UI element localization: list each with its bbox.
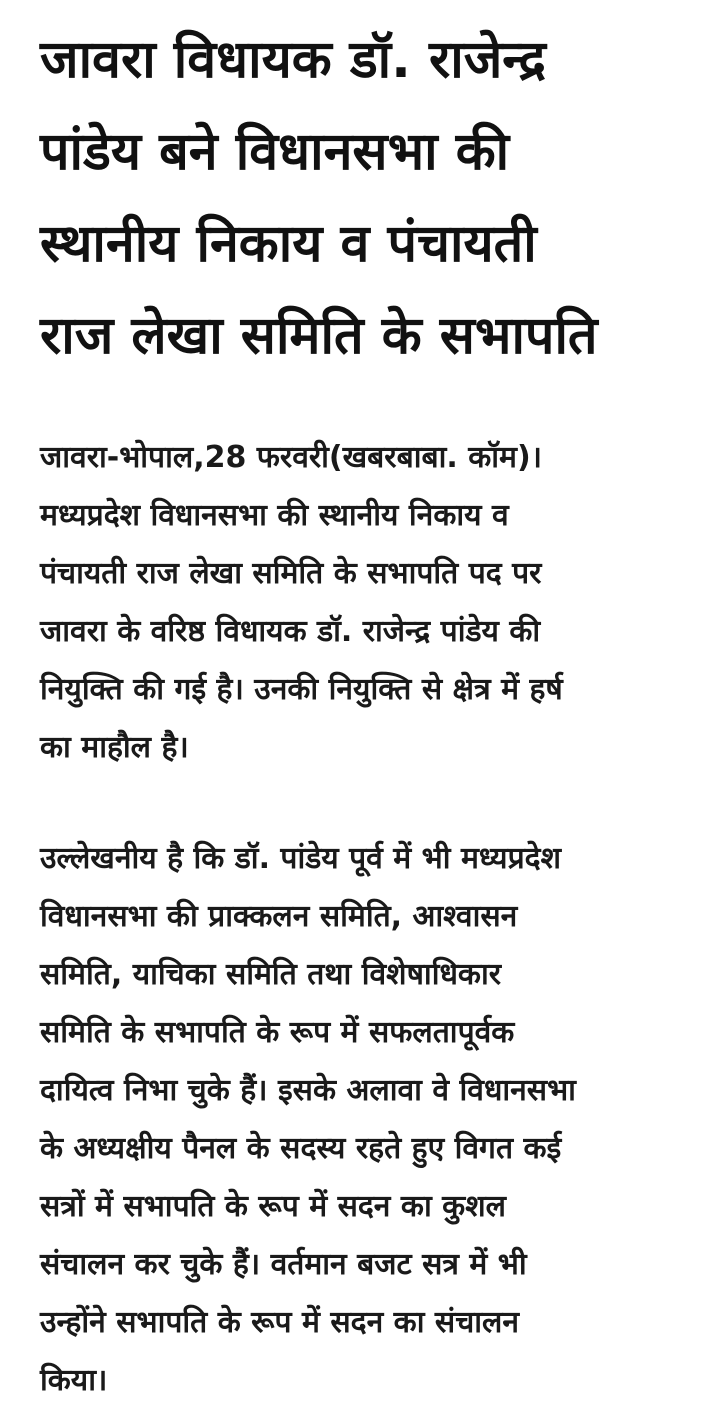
paragraph-line: जावरा-भोपाल,28 फरवरी(खबरबाबा. कॉम)। xyxy=(40,440,543,475)
headline-line: राज लेखा समिति के सभापति xyxy=(40,306,598,366)
paragraph-line: का माहौल है। xyxy=(40,730,189,765)
paragraph-line: किया। xyxy=(40,1363,108,1398)
paragraph-line: उल्लेखनीय है कि डॉ. पांडेय पूर्व में भी मध्यप्रदेश xyxy=(40,841,561,876)
paragraph-line: समिति, याचिका समिति तथा विशेषाधिकार xyxy=(40,957,501,992)
paragraph-line: मध्यप्रदेश विधानसभा की स्थानीय निकाय व xyxy=(40,498,509,533)
paragraph-line: समिति के सभापति के रूप में सफलतापूर्वक xyxy=(40,1015,515,1050)
news-article xyxy=(40,14,700,1398)
paragraph-line: नियुक्ति की गई है। उनकी नियुक्ति से क्षेत्र में हर्ष xyxy=(40,672,563,707)
paragraph-line: के अध्यक्षीय पैनल के सदस्य रहते हुए विगत कई xyxy=(40,1131,562,1166)
paragraph-line: संचालन कर चुके हैं। वर्तमान बजट सत्र में भी xyxy=(40,1247,527,1282)
headline-line: जावरा विधायक डॉ. राजेन्द्र xyxy=(40,30,546,90)
paragraph-line: उन्होंने सभापति के रूप में सदन का संचालन xyxy=(40,1305,520,1340)
paragraph-line: दायित्व निभा चुके हैं। इसके अलावा वे विधानसभा xyxy=(40,1073,576,1108)
article-headline xyxy=(40,14,700,382)
article-paragraph-1 xyxy=(40,429,563,777)
paragraph-line: पंचायती राज लेखा समिति के सभापति पद पर xyxy=(40,556,542,591)
paragraph-line: जावरा के वरिष्ठ विधायक डॉ. राजेन्द्र पांडेय की xyxy=(40,614,541,649)
headline-line: पांडेय बने विधानसभा की xyxy=(40,122,510,182)
article-paragraph-2 xyxy=(40,830,576,1410)
headline-line: स्थानीय निकाय व पंचायती xyxy=(40,214,537,274)
paragraph-line: सत्रों में सभापति के रूप में सदन का कुशल xyxy=(40,1189,506,1224)
paragraph-line: विधानसभा की प्राक्कलन समिति, आश्वासन xyxy=(40,899,518,934)
